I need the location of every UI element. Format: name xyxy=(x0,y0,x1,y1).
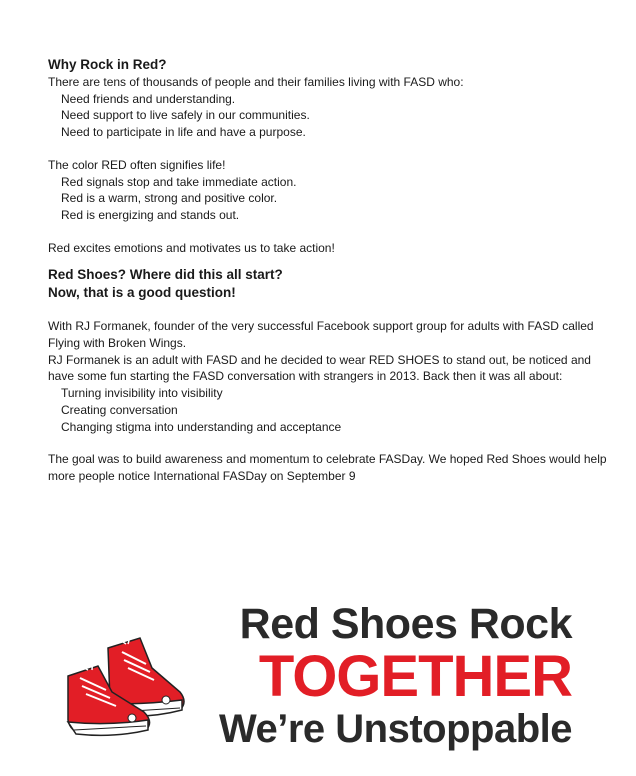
section-heading-red-shoes: Red Shoes? Where did this all start? xyxy=(48,267,283,283)
list-item-goal: Turning invisibility into visibility xyxy=(61,386,223,401)
paragraph-color-intro: The color RED often signifies life! xyxy=(48,157,226,172)
list-item-color: Red is energizing and stands out. xyxy=(61,207,240,222)
paragraph-goal: The goal was to build awareness and momentum to celebrate FASDay. We hoped Red Shoes would help more people notice International FASDay on September 9 xyxy=(48,452,607,483)
list-item-need: Need friends and understanding. xyxy=(61,91,236,106)
red-sneakers-icon xyxy=(62,630,190,740)
list-item-color: Red is a warm, strong and positive color. xyxy=(61,191,278,206)
logo-line-1: Red Shoes Rock xyxy=(239,600,572,648)
paragraph-founder: With RJ Formanek, founder of the very successful Facebook support group for adults with FASD called Flying with Broken Wings. xyxy=(48,319,594,351)
red-shoes-rock-logo xyxy=(62,600,572,760)
paragraph-story: RJ Formanek is an adult with FASD and he decided to wear RED SHOES to stand out, be noticed and have some fun starting the FASD conversation with strangers in 2013. Back then it was all about: xyxy=(48,352,591,384)
list-item-color: Red signals stop and take immediate action. xyxy=(61,174,297,189)
paragraph-intro: There are tens of thousands of people and their families living with FASD who: xyxy=(48,75,464,89)
paragraph-closing: Red excites emotions and motivates us to take action! xyxy=(48,240,335,255)
list-item-goal: Changing stigma into understanding and acceptance xyxy=(61,419,342,434)
list-item-need: Need support to live safely in our communities. xyxy=(61,108,310,123)
list-item-goal: Creating conversation xyxy=(61,402,178,417)
document-body xyxy=(48,56,608,485)
section-heading-why-red: Why Rock in Red? xyxy=(48,57,167,72)
section-subheading: Now, that is a good question! xyxy=(48,285,236,301)
logo-line-2: TOGETHER xyxy=(258,644,572,709)
logo-line-3: We’re Unstoppable xyxy=(218,707,572,751)
logo-text xyxy=(180,600,572,752)
list-item-need: Need to participate in life and have a purpose. xyxy=(61,125,306,140)
